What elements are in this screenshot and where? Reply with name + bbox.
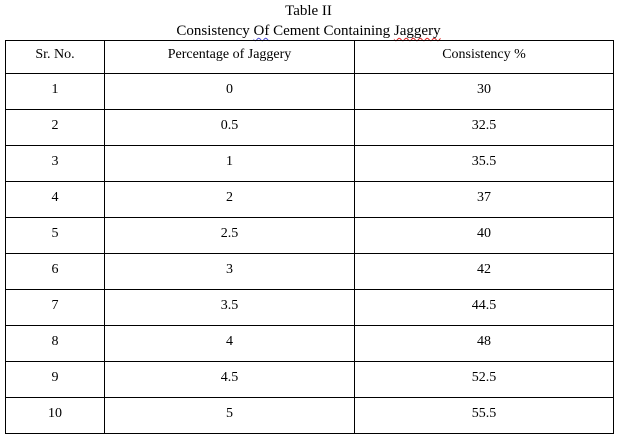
- cell-percentage: 3: [105, 254, 355, 290]
- cell-sr-no: 9: [6, 362, 105, 398]
- table-row: [6, 398, 614, 434]
- table-row: [6, 362, 614, 398]
- cell-consistency: 42: [355, 254, 614, 290]
- cell-sr-no: 5: [6, 218, 105, 254]
- cell-sr-no: 4: [6, 182, 105, 218]
- cell-sr-no: 6: [6, 254, 105, 290]
- cell-percentage: 0.5: [105, 110, 355, 146]
- caption-title-middle: Cement Containing: [269, 23, 394, 39]
- cell-percentage: 0: [105, 74, 355, 110]
- caption-word-jaggery-spelling-flag: Jaggery: [393, 23, 441, 39]
- cell-sr-no: 10: [6, 398, 105, 434]
- table-row: [6, 146, 614, 182]
- table-caption-number: Table II: [285, 3, 332, 19]
- cell-sr-no: 3: [6, 146, 105, 182]
- cell-percentage: 1: [105, 146, 355, 182]
- table-row: [6, 326, 614, 362]
- table-caption-title: [0, 22, 617, 40]
- cell-percentage: 2.5: [105, 218, 355, 254]
- table-row: [6, 218, 614, 254]
- cell-percentage: 2: [105, 182, 355, 218]
- cell-consistency: 30: [355, 74, 614, 110]
- cell-percentage: 4.5: [105, 362, 355, 398]
- consistency-table: [5, 40, 614, 434]
- cell-sr-no: 8: [6, 326, 105, 362]
- cell-consistency: 40: [355, 218, 614, 254]
- cell-sr-no: 7: [6, 290, 105, 326]
- caption-word-of-grammar-flag: Of: [253, 23, 270, 39]
- header-sr-no: Sr. No.: [6, 41, 105, 74]
- cell-consistency: 55.5: [355, 398, 614, 434]
- header-percentage-jaggery: Percentage of Jaggery: [105, 41, 355, 74]
- table-row: [6, 74, 614, 110]
- cell-consistency: 37: [355, 182, 614, 218]
- cell-sr-no: 1: [6, 74, 105, 110]
- table-row: [6, 110, 614, 146]
- cell-percentage: 3.5: [105, 290, 355, 326]
- cell-sr-no: 2: [6, 110, 105, 146]
- cell-percentage: 4: [105, 326, 355, 362]
- table-row: [6, 182, 614, 218]
- cell-consistency: 32.5: [355, 110, 614, 146]
- table-row: [6, 290, 614, 326]
- cell-percentage: 5: [105, 398, 355, 434]
- cell-consistency: 44.5: [355, 290, 614, 326]
- table-header-row: [6, 41, 614, 74]
- header-consistency: Consistency %: [355, 41, 614, 74]
- cell-consistency: 35.5: [355, 146, 614, 182]
- caption-title-prefix: Consistency: [176, 23, 254, 39]
- cell-consistency: 48: [355, 326, 614, 362]
- table-row: [6, 254, 614, 290]
- cell-consistency: 52.5: [355, 362, 614, 398]
